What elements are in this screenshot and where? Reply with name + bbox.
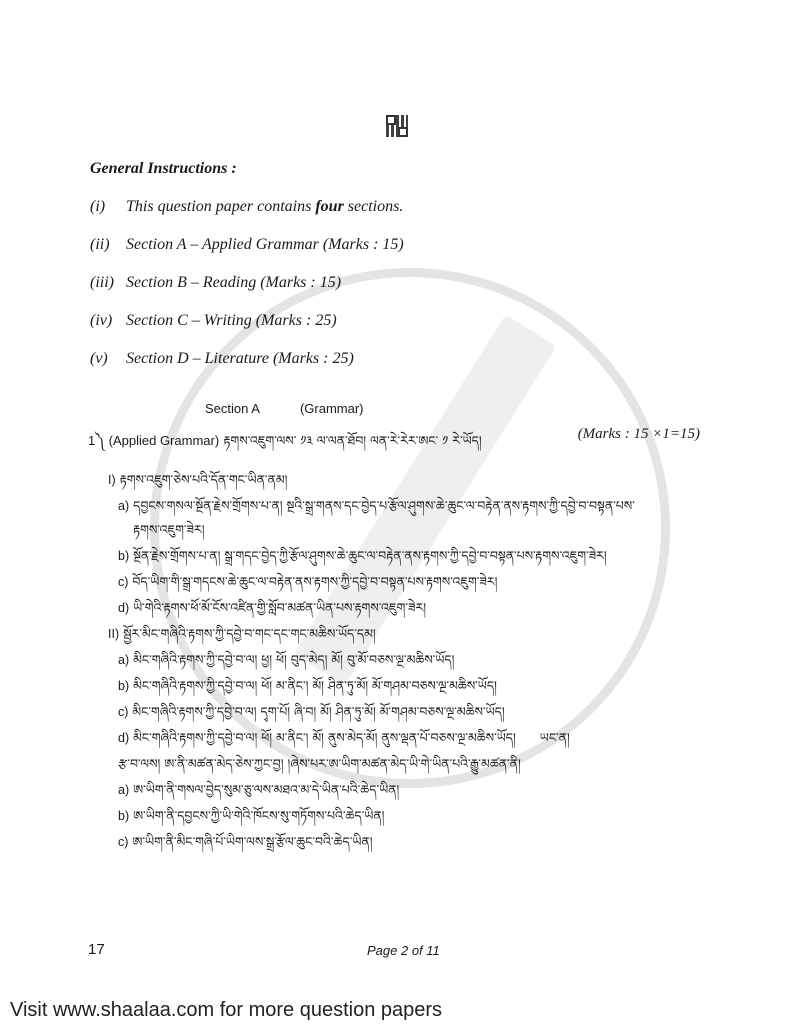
option-b: [118, 807, 700, 825]
instruction-item: [0, 312, 800, 350]
question-marks: (Marks : 15 ×1=15): [577, 426, 700, 442]
option-c: [118, 833, 700, 851]
part-3: རྩ་བ་ལས། ཨ་ནི་མཚན་མེད་ཅེས་ཀྱང་བྱ། །ཞེས་པར་ཨ་ཡིག་མཚན་མེད་ཡི་གེ་ཡིན་པའི་རྒྱུ་མཚན་ནི།: [118, 756, 521, 771]
part-text: སྦྱོར་མིང་གཞིའི་རྟགས་ཀྱི་དབྱེ་བ་གང་དང་གང་མཆིས་ཡོད་དམ།: [123, 626, 376, 641]
option-text: སྔོན་རྗེས་གྲོགས་པ་ན། སྒྲ་གདང་བྱེད་ཀྱི་རྩོལ་ཤུགས་ཆེ་ཆུང་ལ་བརྟེན་ནས་རྟགས་ཀྱི་དབྱེ་བ་བསྟན་པས་རྟགས་འཇུག་ཟེར།: [133, 548, 607, 563]
option-text: ཨ་ཡིག་ནི་དབྱངས་ཀྱི་ཡི་གེའི་ཁོངས་སུ་གཏོགས་པའི་ཆེད་ཡིན།: [133, 808, 385, 823]
instruction-text: Section D – Literature (Marks : 25): [126, 350, 354, 367]
part-2: [108, 625, 700, 643]
shaalaa-banner-link[interactable]: Visit www.shaalaa.com for more question papers: [10, 999, 443, 1021]
option-key: b): [118, 809, 130, 823]
instruction-item: [0, 198, 800, 236]
option-text: ཨ་ཡིག་ནི་གསལ་བྱེད་སུམ་ཅུ་ལས་མཐའ་མ་དེ་ཡིན་པའི་ཆེད་ཡིན།: [133, 782, 400, 797]
option-d: [118, 729, 700, 747]
instruction-text: Section B – Reading (Marks : 15): [126, 274, 342, 291]
instruction-bold: four: [315, 198, 344, 215]
option-c: [118, 703, 700, 721]
instruction-item: [0, 274, 800, 312]
part-text: རྟགས་འཇུག་ཅེས་པའི་དོན་གང་ཡིན་ནམ།: [119, 472, 288, 487]
option-a: [118, 781, 700, 799]
paper-code: 17: [88, 941, 105, 958]
section-heading: [205, 401, 800, 421]
option-key: c): [118, 835, 129, 849]
option-key: b): [118, 679, 130, 693]
question-1: [88, 426, 700, 463]
question-label: (Applied Grammar): [108, 433, 220, 448]
option-key: c): [118, 705, 129, 719]
option-text: ཡི་གེའི་རྟགས་ཕོ་མོ་ངོས་འཛིན་གྱི་སློབ་མཚན་ཡིན་པས་རྟགས་འཇུག་ཟེར།: [133, 600, 427, 615]
instruction-num: (i): [90, 198, 106, 215]
instruction-text: sections.: [343, 198, 404, 215]
instruction-item: [0, 236, 800, 274]
instruction-text: This question paper contains: [126, 198, 316, 215]
question-line: [88, 426, 568, 463]
instructions-title: General Instructions :: [90, 160, 237, 177]
instruction-num: (ii): [90, 236, 110, 253]
instruction-num: (v): [90, 350, 108, 367]
option-text: མིང་གཞིའི་རྟགས་ཀྱི་དབྱེ་བ་ལ། ཕྱ། ཕོ། བུད་མེད། མོ། བུ་མོ་བཅས་ལྔ་མཆིས་ཡོད།: [133, 652, 455, 667]
option-text: ཨ་ཡིག་ནི་མིང་གཞི་པོ་ཡིག་ལས་སྒྲ་རྩོལ་ཆུང་བའི་ཆེད་ཡིན།: [132, 834, 373, 849]
option-key: a): [118, 783, 130, 797]
option-key: a): [118, 653, 130, 667]
option-text: མིང་གཞིའི་རྟགས་ཀྱི་དབྱེ་བ་ལ། དྭག་པོ། ཞི་བ། མོ། ཤིན་ཏུ་མོ། མོ་གཤམ་བཅས་ལྔ་མཆིས་ཡོད།: [132, 704, 505, 719]
part-1: [108, 471, 700, 489]
page-number: Page 2 of 11: [367, 943, 440, 958]
option-text: མིང་གཞིའི་རྟགས་ཀྱི་དབྱེ་བ་ལ། ཕོ། མ་ནིང་། མོ། ཤིན་ཏུ་མོ། མོ་གཤམ་བཅས་ལྔ་མཆིས་ཡོད།: [133, 678, 497, 693]
option-key: a): [118, 499, 130, 513]
option-d: [118, 599, 700, 617]
part-number: II): [108, 627, 120, 641]
or-label: ཡང་ན།: [539, 730, 570, 745]
instruction-text: Section C – Writing (Marks : 25): [126, 312, 337, 329]
option-key: d): [118, 601, 130, 615]
instruction-num: (iii): [90, 274, 114, 291]
page-footer: [88, 941, 800, 981]
option-a: [118, 651, 700, 669]
option-c: [118, 573, 700, 591]
option-text: དབྱངས་གསལ་སྔོན་རྗེས་གྲོགས་པ་ན། སྔའི་སྒྲ་གནས་དང་བྱེད་པ་རྩོལ་ཤུགས་ཆེ་ཆུང་ལ་བརྟེན་ནས་རྟགས་ཀྱི་དབྱེ་བ་བསྟན་པས་: [133, 498, 635, 513]
section-subtitle: (Grammar): [299, 401, 364, 416]
option-text: བོད་ཡིག་གི་སྒྲ་གདངས་ཆེ་ཆུང་ལ་བརྟེན་ནས་རྟགས་ཀྱི་དབྱེ་བ་བསྟན་པས་རྟགས་འཇུག་ཟེར།: [132, 574, 498, 589]
option-a-cont: རྟགས་འཇུག་ཟེར།: [133, 522, 205, 537]
instruction-item: [0, 350, 800, 388]
instruction-text-wrap: [126, 198, 403, 236]
option-key: d): [118, 731, 130, 745]
part-number: I): [108, 473, 116, 487]
option-text: མིང་གཞིའི་རྟགས་ཀྱི་དབྱེ་བ་ལ། ཕོ། མ་ནིང་། མོ། ནུས་མེད་མོ། ནུས་ལྡན་པོ་བཅས་ལྔ་མཆིས་ཡོད།: [133, 730, 516, 745]
option-b: [118, 677, 700, 695]
option-key: c): [118, 575, 129, 589]
instruction-text: Section A – Applied Grammar (Marks : 15): [126, 236, 404, 253]
option-key: b): [118, 549, 130, 563]
instruction-num: (iv): [90, 312, 113, 329]
option-b: [118, 547, 700, 565]
question-text: རྟགས་འཇུག་ལས་ ༡༣ ལ་ལན་ཐོབ། ལན་རེ་རེར་ཨང་ ༡ རེ་ཡོད།: [223, 433, 482, 448]
question-number: 1༽: [88, 433, 105, 448]
section-title: Section A: [205, 401, 260, 416]
option-a: [118, 497, 700, 515]
